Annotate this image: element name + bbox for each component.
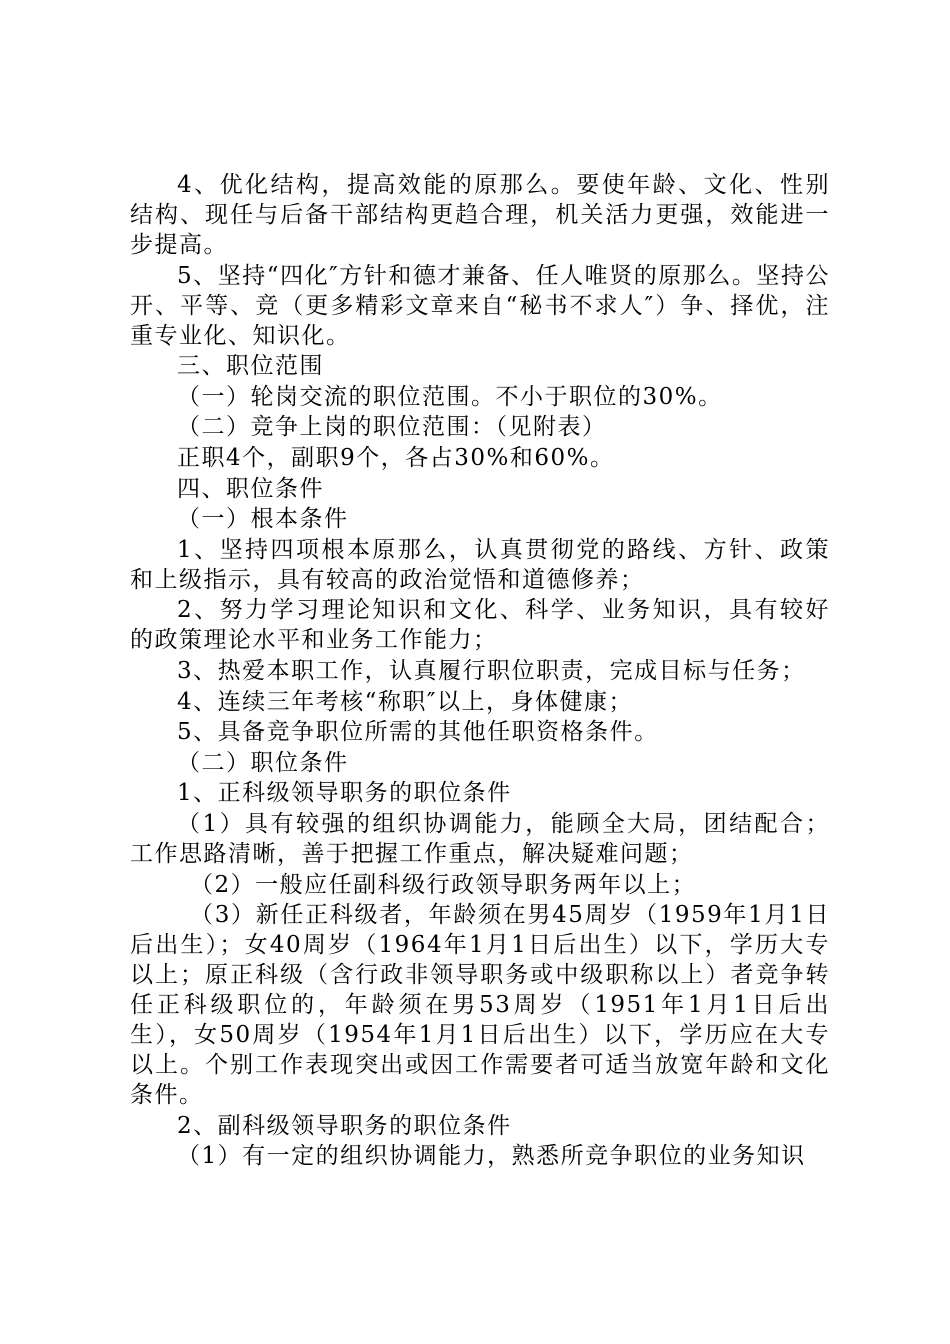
paragraph: 4、优化结构，提高效能的原那么。要使年龄、文化、性别结构、现任与后备干部结构更趋合理，机关活力更强，效能进一步提高。: [130, 172, 830, 258]
paragraph: （一）轮岗交流的职位范围。不小于职位的30%。: [177, 383, 723, 410]
subsection-heading: （二）职位条件: [177, 749, 349, 776]
section-heading: 四、职位条件: [177, 475, 324, 502]
document-body: [130, 170, 830, 1172]
paragraph: 1、正科级领导职务的职位条件: [177, 780, 512, 807]
paragraph: （1）具有较强的组织协调能力，能顾全大局，团结配合；工作思路清晰，善于把握工作重点，解决疑难问题；: [130, 810, 830, 867]
paragraph: 5、坚持“四化″方针和德才兼备、任人唯贤的原那么。坚持公开、平等、竞（更多精彩文章来自“秘书不求人″）争、择优，注重专业化、知识化。: [130, 262, 830, 349]
paragraph: 2、努力学习理论知识和文化、科学、业务知识，具有较好的政策理论水平和业务工作能力；: [130, 597, 830, 654]
paragraph: （2）一般应任副科级行政领导职务两年以上；: [190, 871, 697, 898]
paragraph: 2、副科级领导职务的职位条件: [177, 1112, 512, 1139]
paragraph: 3、热爱本职工作，认真履行职位职责，完成目标与任务；: [177, 657, 806, 684]
paragraph: 5、具备竞争职位所需的其他任职资格条件。: [177, 719, 659, 746]
subsection-heading: （一）根本条件: [177, 506, 349, 533]
paragraph: 1、坚持四项根本原那么，认真贯彻党的路线、方针、政策和上级指示，具有较高的政治觉悟和道德修养；: [130, 536, 830, 593]
paragraph: （二）竞争上岗的职位范围：（见附表）: [177, 414, 607, 441]
paragraph: （3）新任正科级者，年龄须在男45周岁（1959年1月1日后出生）；女40周岁（1964年1月1日后出生）以下，学历大专以上；原正科级（含行政非领导职务或中级职称以上）者竞争转任正科级职位的，年龄须在男53周岁（1951年1月1日后出生），女50周岁（1954年1月1日后出生）以下，学历应在大专以上。个别工作表现突出或因工作需要者可适当放宽年龄和文化条件。: [130, 902, 830, 1109]
section-heading: 三、职位范围: [177, 353, 324, 380]
paragraph: （1）有一定的组织协调能力，熟悉所竞争职位的业务知识: [177, 1143, 806, 1170]
paragraph: 4、连续三年考核“称职″以上，身体健康；: [177, 688, 633, 715]
paragraph: 正职4个，副职9个，各占30%和60%。: [177, 444, 615, 471]
